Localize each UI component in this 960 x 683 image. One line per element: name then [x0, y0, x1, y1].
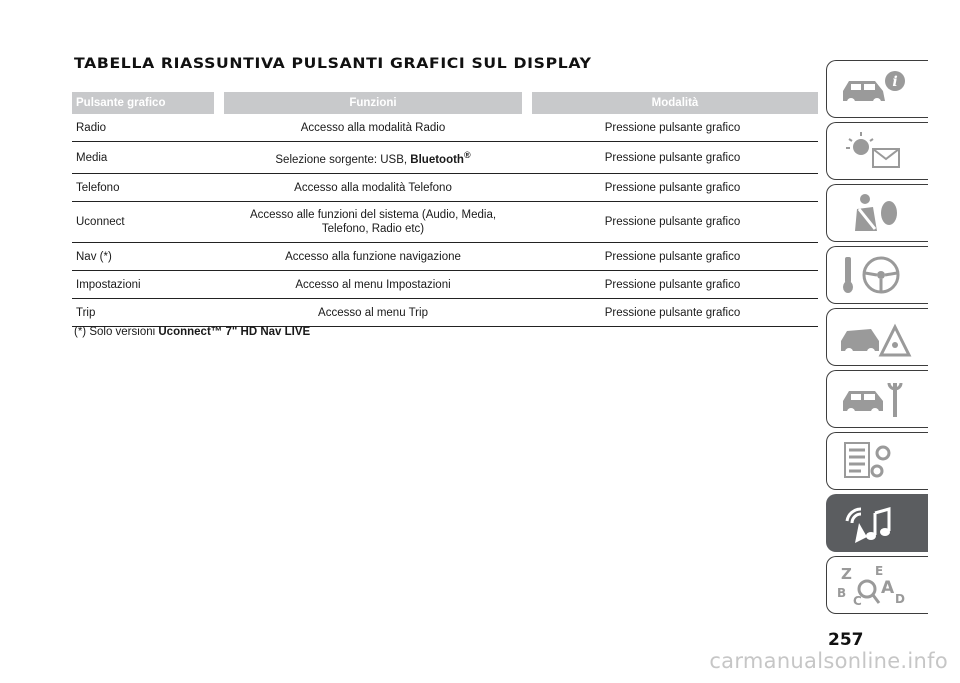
cell-function: Accesso al menu Impostazioni	[219, 271, 527, 299]
cell-function: Accesso alla funzione navigazione	[219, 243, 527, 271]
registered-mark: ®	[463, 150, 471, 160]
function-line-1: Accesso alle funzioni del sistema (Audio, Media,	[249, 209, 497, 221]
header-function: Funzioni	[219, 92, 527, 114]
cell-mode: Pressione pulsante grafico	[527, 299, 818, 327]
footnote-product: Uconnect™ 7" HD Nav LIVE	[158, 326, 311, 338]
footnote-prefix: (*) Solo versioni	[74, 326, 156, 338]
cell-button: Radio	[72, 114, 219, 142]
tab-starting-driving[interactable]	[826, 246, 928, 304]
svg-text:Z: Z	[841, 565, 852, 583]
table-row	[72, 271, 818, 299]
table-row	[72, 243, 818, 271]
table-row	[72, 114, 818, 142]
car-info-icon	[837, 67, 917, 111]
tab-multimedia[interactable]	[826, 494, 928, 552]
tab-car-info[interactable]	[826, 60, 928, 118]
page-title: TABELLA RIASSUNTIVA PULSANTI GRAFICI SUL DISPLAY	[74, 56, 592, 72]
cell-function: Accesso alla modalità Radio	[219, 114, 527, 142]
cell-mode: Pressione pulsante grafico	[527, 271, 818, 299]
header-mode: Modalità	[527, 92, 818, 114]
tab-emergency[interactable]	[826, 308, 928, 366]
summary-table	[72, 92, 818, 327]
car-maintenance-wrench-icon	[837, 377, 917, 421]
table-row	[72, 202, 818, 243]
table-row	[72, 142, 818, 174]
cell-button: Trip	[72, 299, 219, 327]
page-number: 257	[828, 630, 864, 650]
bluetooth-label: Bluetooth	[410, 154, 464, 166]
tab-warning-lights[interactable]	[826, 122, 928, 180]
cell-button: Media	[72, 142, 219, 174]
cell-function	[219, 202, 527, 243]
function-text: Selezione sorgente: USB,	[275, 154, 408, 166]
tab-maintenance[interactable]	[826, 370, 928, 428]
tab-specifications[interactable]	[826, 432, 928, 490]
cell-mode: Pressione pulsante grafico	[527, 174, 818, 202]
cell-function	[219, 142, 527, 174]
table-row	[72, 174, 818, 202]
table-header-row	[72, 92, 818, 114]
warning-light-message-icon	[837, 129, 917, 173]
alphabetical-index-icon	[837, 563, 917, 607]
cell-mode: Pressione pulsante grafico	[527, 202, 818, 243]
cell-function: Accesso alla modalità Telefono	[219, 174, 527, 202]
car-breakdown-triangle-icon	[837, 315, 917, 359]
footnote	[74, 326, 310, 338]
svg-text:E: E	[875, 564, 884, 578]
cell-button: Nav (*)	[72, 243, 219, 271]
cell-button: Impostazioni	[72, 271, 219, 299]
svg-text:B: B	[837, 586, 847, 600]
cell-mode: Pressione pulsante grafico	[527, 114, 818, 142]
cell-mode: Pressione pulsante grafico	[527, 142, 818, 174]
function-line-2: Telefono, Radio etc)	[321, 223, 425, 235]
header-button: Pulsante grafico	[72, 92, 219, 114]
watermark: carmanualsonline.info	[709, 649, 948, 673]
seatbelt-airbag-icon	[837, 191, 917, 235]
svg-text:i: i	[892, 74, 898, 90]
cell-button: Uconnect	[72, 202, 219, 243]
table-row	[72, 299, 818, 327]
tab-safety[interactable]	[826, 184, 928, 242]
svg-text:D: D	[895, 592, 905, 606]
cell-mode: Pressione pulsante grafico	[527, 243, 818, 271]
specs-gear-icon	[837, 439, 917, 483]
multimedia-music-icon	[837, 501, 917, 545]
svg-text:A: A	[881, 578, 895, 598]
svg-text:C: C	[853, 594, 862, 607]
cell-button: Telefono	[72, 174, 219, 202]
key-steering-wheel-icon	[837, 253, 917, 297]
cell-function: Accesso al menu Trip	[219, 299, 527, 327]
tab-index[interactable]	[826, 556, 928, 614]
